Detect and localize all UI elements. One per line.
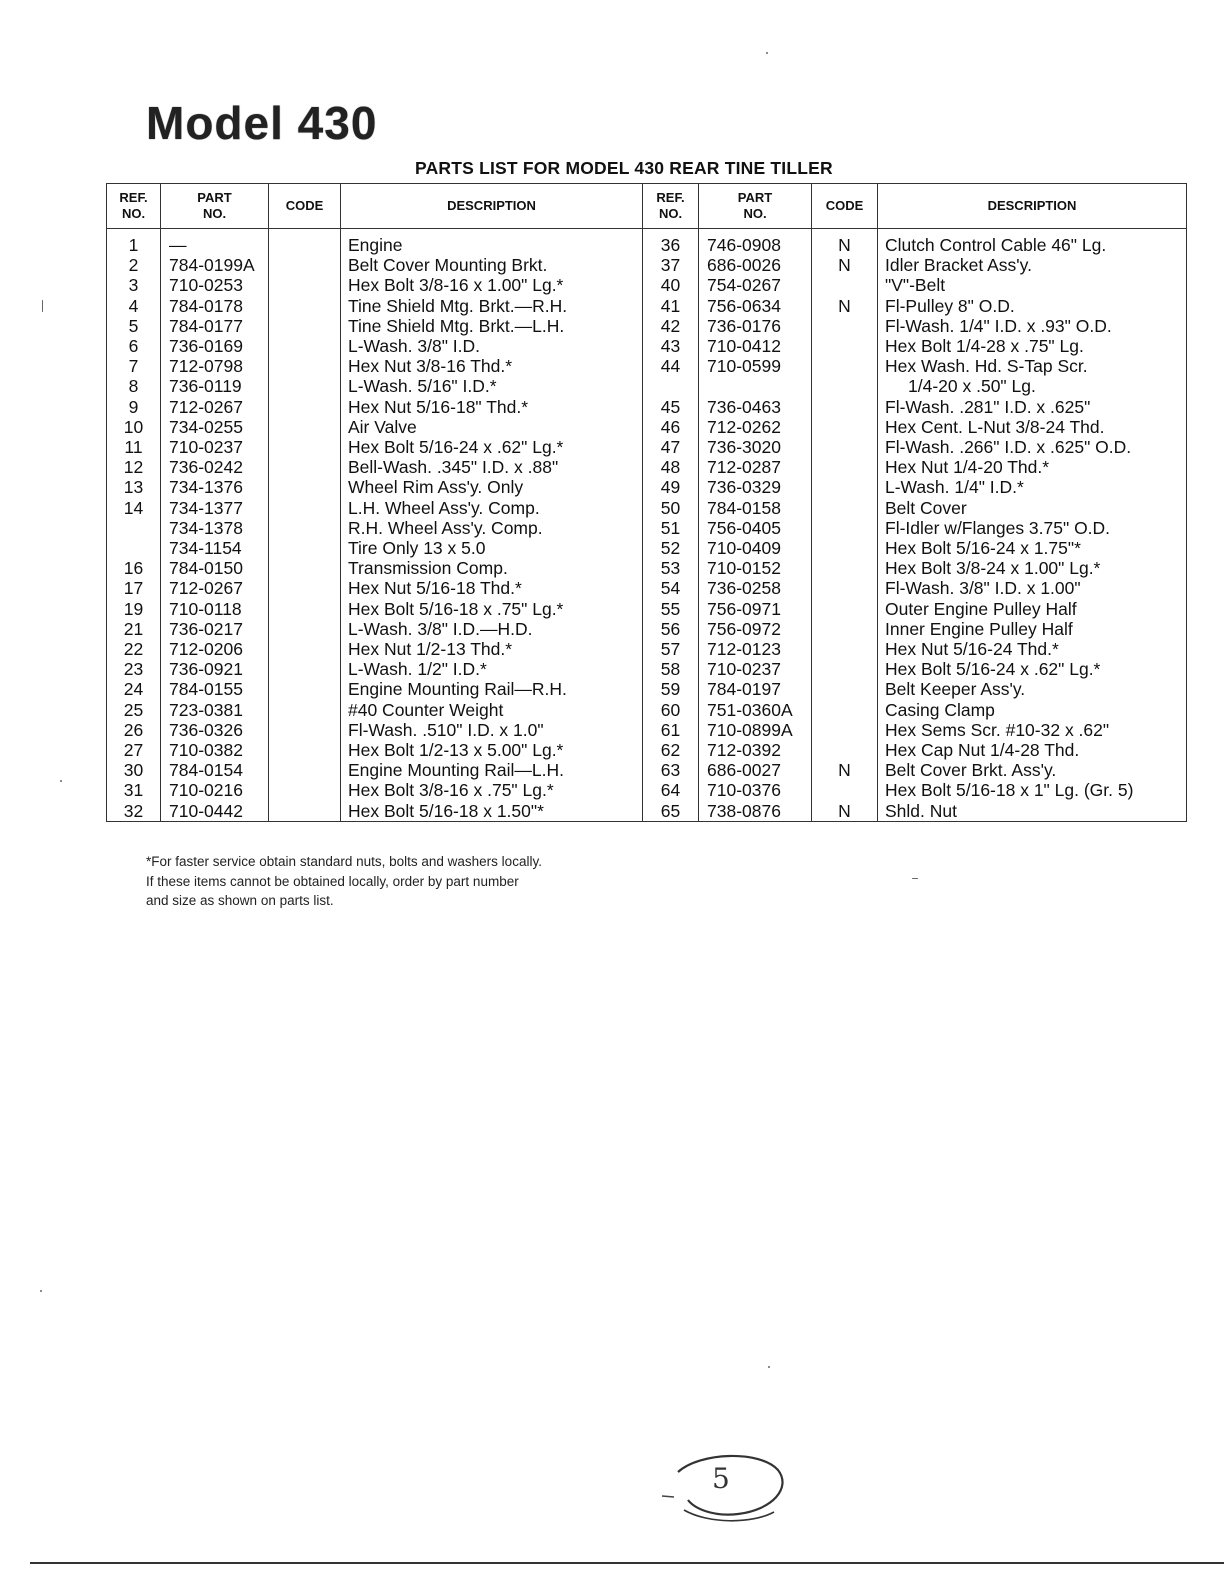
table-row: [107, 801, 1187, 822]
left-ref-no: 2: [107, 255, 161, 275]
right-part-no: 736-0258: [699, 578, 812, 598]
right-code: [812, 538, 878, 558]
right-part-no: 756-0405: [699, 518, 812, 538]
table-row: [107, 417, 1187, 437]
left-part-no: 710-0216: [161, 780, 269, 800]
right-description: Idler Bracket Ass'y.: [878, 255, 1187, 275]
table-row: [107, 720, 1187, 740]
right-code: [812, 639, 878, 659]
left-part-no: 734-1154: [161, 538, 269, 558]
table-row: [107, 518, 1187, 538]
header-part-no: PART NO.: [161, 184, 269, 229]
right-description: Belt Keeper Ass'y.: [878, 679, 1187, 699]
bottom-rule: [30, 1562, 1224, 1564]
right-code: [812, 659, 878, 679]
left-description: Engine Mounting Rail—L.H.: [341, 760, 643, 780]
right-ref-no: 40: [643, 275, 699, 295]
scan-speck: [766, 52, 768, 54]
left-code: [269, 518, 341, 538]
model-title: Model 430: [146, 97, 378, 149]
left-ref-no: 4: [107, 296, 161, 316]
right-part-no: 712-0392: [699, 740, 812, 760]
left-code: [269, 619, 341, 639]
right-ref-no: 57: [643, 639, 699, 659]
right-description: Belt Cover Brkt. Ass'y.: [878, 760, 1187, 780]
left-code: [269, 679, 341, 699]
right-code: [812, 518, 878, 538]
right-ref-no: 47: [643, 437, 699, 457]
right-code: [812, 316, 878, 336]
right-description: Fl-Wash. .266" I.D. x .625" O.D.: [878, 437, 1187, 457]
right-ref-no: 65: [643, 801, 699, 822]
left-code: [269, 457, 341, 477]
left-ref-no: 6: [107, 336, 161, 356]
right-ref-no: 49: [643, 477, 699, 497]
right-part-no: 710-0899A: [699, 720, 812, 740]
left-part-no: 734-1377: [161, 498, 269, 518]
right-code: N: [812, 801, 878, 822]
left-part-no: 736-0119: [161, 376, 269, 396]
left-ref-no: 21: [107, 619, 161, 639]
right-part-no: 736-0329: [699, 477, 812, 497]
left-description: Tire Only 13 x 5.0: [341, 538, 643, 558]
left-part-no: 734-1378: [161, 518, 269, 538]
left-description: L-Wash. 3/8" I.D.—H.D.: [341, 619, 643, 639]
left-code: [269, 477, 341, 497]
right-ref-no: 61: [643, 720, 699, 740]
right-ref-no: 55: [643, 599, 699, 619]
left-description: L.H. Wheel Ass'y. Comp.: [341, 498, 643, 518]
left-code: [269, 599, 341, 619]
parts-table: [106, 183, 1187, 822]
left-ref-no: 10: [107, 417, 161, 437]
left-part-no: 710-0118: [161, 599, 269, 619]
left-description: Hex Bolt 3/8-16 x .75" Lg.*: [341, 780, 643, 800]
header-description-right: DESCRIPTION: [878, 184, 1187, 229]
left-description: L-Wash. 3/8" I.D.: [341, 336, 643, 356]
left-description: Tine Shield Mtg. Brkt.—L.H.: [341, 316, 643, 336]
left-description: Transmission Comp.: [341, 558, 643, 578]
right-part-no: 710-0412: [699, 336, 812, 356]
left-ref-no: 25: [107, 700, 161, 720]
scan-speck: [40, 1290, 42, 1292]
left-code: [269, 255, 341, 275]
right-description: Outer Engine Pulley Half: [878, 599, 1187, 619]
right-code: [812, 417, 878, 437]
left-ref-no: 24: [107, 679, 161, 699]
right-part-no: 754-0267: [699, 275, 812, 295]
right-part-no: 756-0972: [699, 619, 812, 639]
left-ref-no: 19: [107, 599, 161, 619]
left-part-no: 736-0242: [161, 457, 269, 477]
table-row: [107, 639, 1187, 659]
left-ref-no: 5: [107, 316, 161, 336]
page-number-mark: [660, 1440, 800, 1530]
right-ref-no: 53: [643, 558, 699, 578]
right-description: Fl-Pulley 8" O.D.: [878, 296, 1187, 316]
left-ref-no: 30: [107, 760, 161, 780]
right-code: [812, 720, 878, 740]
left-description: Air Valve: [341, 417, 643, 437]
table-row: [107, 599, 1187, 619]
left-code: [269, 229, 341, 256]
left-code: [269, 558, 341, 578]
scan-speck: [912, 878, 918, 879]
right-code: [812, 700, 878, 720]
right-description: Fl-Wash. 1/4" I.D. x .93" O.D.: [878, 316, 1187, 336]
left-code: [269, 659, 341, 679]
left-part-no: 710-0442: [161, 801, 269, 822]
right-ref-no: 42: [643, 316, 699, 336]
left-code: [269, 336, 341, 356]
left-code: [269, 417, 341, 437]
right-code: [812, 275, 878, 295]
right-part-no: 686-0027: [699, 760, 812, 780]
left-description: Hex Bolt 3/8-16 x 1.00" Lg.*: [341, 275, 643, 295]
left-description: Engine: [341, 229, 643, 256]
right-code: [812, 780, 878, 800]
table-row: [107, 255, 1187, 275]
right-part-no: 712-0262: [699, 417, 812, 437]
left-part-no: 710-0253: [161, 275, 269, 295]
left-part-no: 710-0382: [161, 740, 269, 760]
left-code: [269, 538, 341, 558]
left-description: Tine Shield Mtg. Brkt.—R.H.: [341, 296, 643, 316]
left-code: [269, 356, 341, 376]
table-row: [107, 356, 1187, 376]
left-description: Bell-Wash. .345" I.D. x .88": [341, 457, 643, 477]
left-part-no: 784-0154: [161, 760, 269, 780]
left-part-no: 736-0217: [161, 619, 269, 639]
left-part-no: 723-0381: [161, 700, 269, 720]
left-description: Hex Nut 5/16-18 Thd.*: [341, 578, 643, 598]
table-row: [107, 397, 1187, 417]
table-row: [107, 740, 1187, 760]
right-part-no: 738-0876: [699, 801, 812, 822]
right-ref-no: 43: [643, 336, 699, 356]
right-part-no: [699, 376, 812, 396]
right-description: Hex Bolt 3/8-24 x 1.00" Lg.*: [878, 558, 1187, 578]
right-ref-no: 56: [643, 619, 699, 639]
table-row: [107, 296, 1187, 316]
right-ref-no: 58: [643, 659, 699, 679]
left-part-no: 736-0169: [161, 336, 269, 356]
left-part-no: 784-0178: [161, 296, 269, 316]
right-ref-no: 36: [643, 229, 699, 256]
right-code: N: [812, 760, 878, 780]
left-code: [269, 780, 341, 800]
right-description: Hex Bolt 1/4-28 x .75" Lg.: [878, 336, 1187, 356]
right-code: N: [812, 255, 878, 275]
right-part-no: 746-0908: [699, 229, 812, 256]
left-part-no: 712-0267: [161, 578, 269, 598]
right-description: Casing Clamp: [878, 700, 1187, 720]
right-code: N: [812, 296, 878, 316]
left-part-no: 784-0150: [161, 558, 269, 578]
left-ref-no: 12: [107, 457, 161, 477]
footnote-line: and size as shown on parts list.: [146, 893, 334, 908]
left-description: Hex Bolt 5/16-18 x 1.50"*: [341, 801, 643, 822]
left-description: R.H. Wheel Ass'y. Comp.: [341, 518, 643, 538]
right-part-no: 736-0463: [699, 397, 812, 417]
left-ref-no: [107, 518, 161, 538]
left-ref-no: 8: [107, 376, 161, 396]
left-part-no: 712-0267: [161, 397, 269, 417]
table-row: [107, 760, 1187, 780]
table-row: [107, 558, 1187, 578]
right-description: Clutch Control Cable 46" Lg.: [878, 229, 1187, 256]
header-description: DESCRIPTION: [341, 184, 643, 229]
left-description: Fl-Wash. .510" I.D. x 1.0": [341, 720, 643, 740]
right-ref-no: 44: [643, 356, 699, 376]
left-description: Engine Mounting Rail—R.H.: [341, 679, 643, 699]
left-part-no: 712-0206: [161, 639, 269, 659]
left-description: Hex Nut 3/8-16 Thd.*: [341, 356, 643, 376]
page-number-circle-icon: [660, 1440, 800, 1530]
header-code-right: CODE: [812, 184, 878, 229]
table-row: [107, 316, 1187, 336]
left-code: [269, 296, 341, 316]
right-code: [812, 336, 878, 356]
table-row: [107, 700, 1187, 720]
right-ref-no: 45: [643, 397, 699, 417]
footnote: [146, 852, 542, 911]
left-code: [269, 437, 341, 457]
left-code: [269, 720, 341, 740]
right-code: [812, 619, 878, 639]
right-code: [812, 437, 878, 457]
left-ref-no: 13: [107, 477, 161, 497]
left-description: L-Wash. 1/2" I.D.*: [341, 659, 643, 679]
left-ref-no: 22: [107, 639, 161, 659]
left-code: [269, 376, 341, 396]
right-code: N: [812, 229, 878, 256]
left-description: Hex Bolt 5/16-18 x .75" Lg.*: [341, 599, 643, 619]
right-description: Fl-Wash. 3/8" I.D. x 1.00": [878, 578, 1187, 598]
left-ref-no: 27: [107, 740, 161, 760]
right-description: Inner Engine Pulley Half: [878, 619, 1187, 639]
left-part-no: 734-0255: [161, 417, 269, 437]
table-row: [107, 437, 1187, 457]
left-code: [269, 639, 341, 659]
left-ref-no: 26: [107, 720, 161, 740]
right-ref-no: 41: [643, 296, 699, 316]
right-code: [812, 356, 878, 376]
right-code: [812, 498, 878, 518]
right-ref-no: 59: [643, 679, 699, 699]
right-ref-no: [643, 376, 699, 396]
left-ref-no: 11: [107, 437, 161, 457]
left-ref-no: 1: [107, 229, 161, 256]
left-part-no: —: [161, 229, 269, 256]
right-part-no: 784-0197: [699, 679, 812, 699]
right-description: L-Wash. 1/4" I.D.*: [878, 477, 1187, 497]
left-ref-no: 17: [107, 578, 161, 598]
right-ref-no: 37: [643, 255, 699, 275]
right-ref-no: 52: [643, 538, 699, 558]
right-part-no: 736-3020: [699, 437, 812, 457]
left-description: Hex Bolt 5/16-24 x .62" Lg.*: [341, 437, 643, 457]
left-ref-no: 16: [107, 558, 161, 578]
table-row: [107, 229, 1187, 256]
table-row: [107, 538, 1187, 558]
table-row: [107, 619, 1187, 639]
left-code: [269, 700, 341, 720]
right-part-no: 710-0599: [699, 356, 812, 376]
left-code: [269, 498, 341, 518]
table-row: [107, 780, 1187, 800]
left-code: [269, 801, 341, 822]
right-code: [812, 558, 878, 578]
right-description: Hex Cent. L-Nut 3/8-24 Thd.: [878, 417, 1187, 437]
page-number: 5: [712, 1462, 730, 1495]
table-row: [107, 336, 1187, 356]
right-ref-no: 64: [643, 780, 699, 800]
right-part-no: 712-0123: [699, 639, 812, 659]
table-row: [107, 659, 1187, 679]
right-code: [812, 477, 878, 497]
left-ref-no: 31: [107, 780, 161, 800]
right-ref-no: 51: [643, 518, 699, 538]
header-code: CODE: [269, 184, 341, 229]
right-code: [812, 679, 878, 699]
table-row: [107, 376, 1187, 396]
left-part-no: 734-1376: [161, 477, 269, 497]
scan-speck: [60, 780, 62, 782]
header-part-no-right: PART NO.: [699, 184, 812, 229]
header-ref-no-right: REF. NO.: [643, 184, 699, 229]
right-ref-no: 50: [643, 498, 699, 518]
scan-speck: [768, 1366, 770, 1368]
left-part-no: 784-0155: [161, 679, 269, 699]
left-part-no: 736-0921: [161, 659, 269, 679]
table-row: [107, 578, 1187, 598]
right-part-no: 710-0152: [699, 558, 812, 578]
left-ref-no: 3: [107, 275, 161, 295]
table-row: [107, 679, 1187, 699]
table-row: [107, 498, 1187, 518]
right-description: "V"-Belt: [878, 275, 1187, 295]
right-part-no: 784-0158: [699, 498, 812, 518]
left-part-no: 712-0798: [161, 356, 269, 376]
right-description: Hex Sems Scr. #10-32 x .62": [878, 720, 1187, 740]
right-description: 1/4-20 x .50" Lg.: [878, 376, 1187, 396]
right-code: [812, 457, 878, 477]
table-row: [107, 457, 1187, 477]
table-row: [107, 477, 1187, 497]
right-ref-no: 48: [643, 457, 699, 477]
parts-list-title: PARTS LIST FOR MODEL 430 REAR TINE TILLER: [415, 158, 833, 178]
parts-table-body: [107, 229, 1187, 822]
right-part-no: 756-0971: [699, 599, 812, 619]
left-description: Wheel Rim Ass'y. Only: [341, 477, 643, 497]
right-ref-no: 63: [643, 760, 699, 780]
table-header-row: [107, 184, 1187, 229]
left-part-no: 784-0199A: [161, 255, 269, 275]
left-code: [269, 760, 341, 780]
left-code: [269, 397, 341, 417]
right-part-no: 710-0409: [699, 538, 812, 558]
right-description: Fl-Idler w/Flanges 3.75" O.D.: [878, 518, 1187, 538]
left-ref-no: [107, 538, 161, 558]
left-part-no: 710-0237: [161, 437, 269, 457]
scan-speck: [42, 300, 43, 312]
right-code: [812, 578, 878, 598]
left-description: Hex Nut 5/16-18" Thd.*: [341, 397, 643, 417]
right-description: Hex Bolt 5/16-24 x 1.75"*: [878, 538, 1187, 558]
left-code: [269, 740, 341, 760]
right-ref-no: 46: [643, 417, 699, 437]
left-ref-no: 7: [107, 356, 161, 376]
footnote-line: If these items cannot be obtained locally, order by part number: [146, 873, 519, 889]
left-code: [269, 578, 341, 598]
right-part-no: 736-0176: [699, 316, 812, 336]
left-ref-no: 23: [107, 659, 161, 679]
right-part-no: 751-0360A: [699, 700, 812, 720]
right-ref-no: 54: [643, 578, 699, 598]
left-ref-no: 32: [107, 801, 161, 822]
left-description: L-Wash. 5/16" I.D.*: [341, 376, 643, 396]
left-description: Hex Bolt 1/2-13 x 5.00" Lg.*: [341, 740, 643, 760]
right-part-no: 710-0376: [699, 780, 812, 800]
right-description: Fl-Wash. .281" I.D. x .625": [878, 397, 1187, 417]
left-ref-no: 9: [107, 397, 161, 417]
right-code: [812, 397, 878, 417]
left-description: Belt Cover Mounting Brkt.: [341, 255, 643, 275]
left-description: Hex Nut 1/2-13 Thd.*: [341, 639, 643, 659]
header-ref-no: REF. NO.: [107, 184, 161, 229]
right-description: Hex Bolt 5/16-18 x 1" Lg. (Gr. 5): [878, 780, 1187, 800]
right-code: [812, 599, 878, 619]
table-row: [107, 275, 1187, 295]
right-description: Belt Cover: [878, 498, 1187, 518]
left-code: [269, 316, 341, 336]
right-description: Hex Cap Nut 1/4-28 Thd.: [878, 740, 1187, 760]
right-description: Hex Nut 1/4-20 Thd.*: [878, 457, 1187, 477]
right-description: Hex Bolt 5/16-24 x .62" Lg.*: [878, 659, 1187, 679]
left-description: #40 Counter Weight: [341, 700, 643, 720]
right-part-no: 712-0287: [699, 457, 812, 477]
right-description: Shld. Nut: [878, 801, 1187, 822]
left-ref-no: 14: [107, 498, 161, 518]
right-code: [812, 740, 878, 760]
left-part-no: 784-0177: [161, 316, 269, 336]
footnote-line: *For faster service obtain standard nuts, bolts and washers locally.: [146, 854, 542, 869]
right-part-no: 756-0634: [699, 296, 812, 316]
right-ref-no: 62: [643, 740, 699, 760]
right-ref-no: 60: [643, 700, 699, 720]
right-part-no: 686-0026: [699, 255, 812, 275]
right-code: [812, 376, 878, 396]
right-description: Hex Nut 5/16-24 Thd.*: [878, 639, 1187, 659]
left-code: [269, 275, 341, 295]
left-part-no: 736-0326: [161, 720, 269, 740]
right-description: Hex Wash. Hd. S-Tap Scr.: [878, 356, 1187, 376]
right-part-no: 710-0237: [699, 659, 812, 679]
